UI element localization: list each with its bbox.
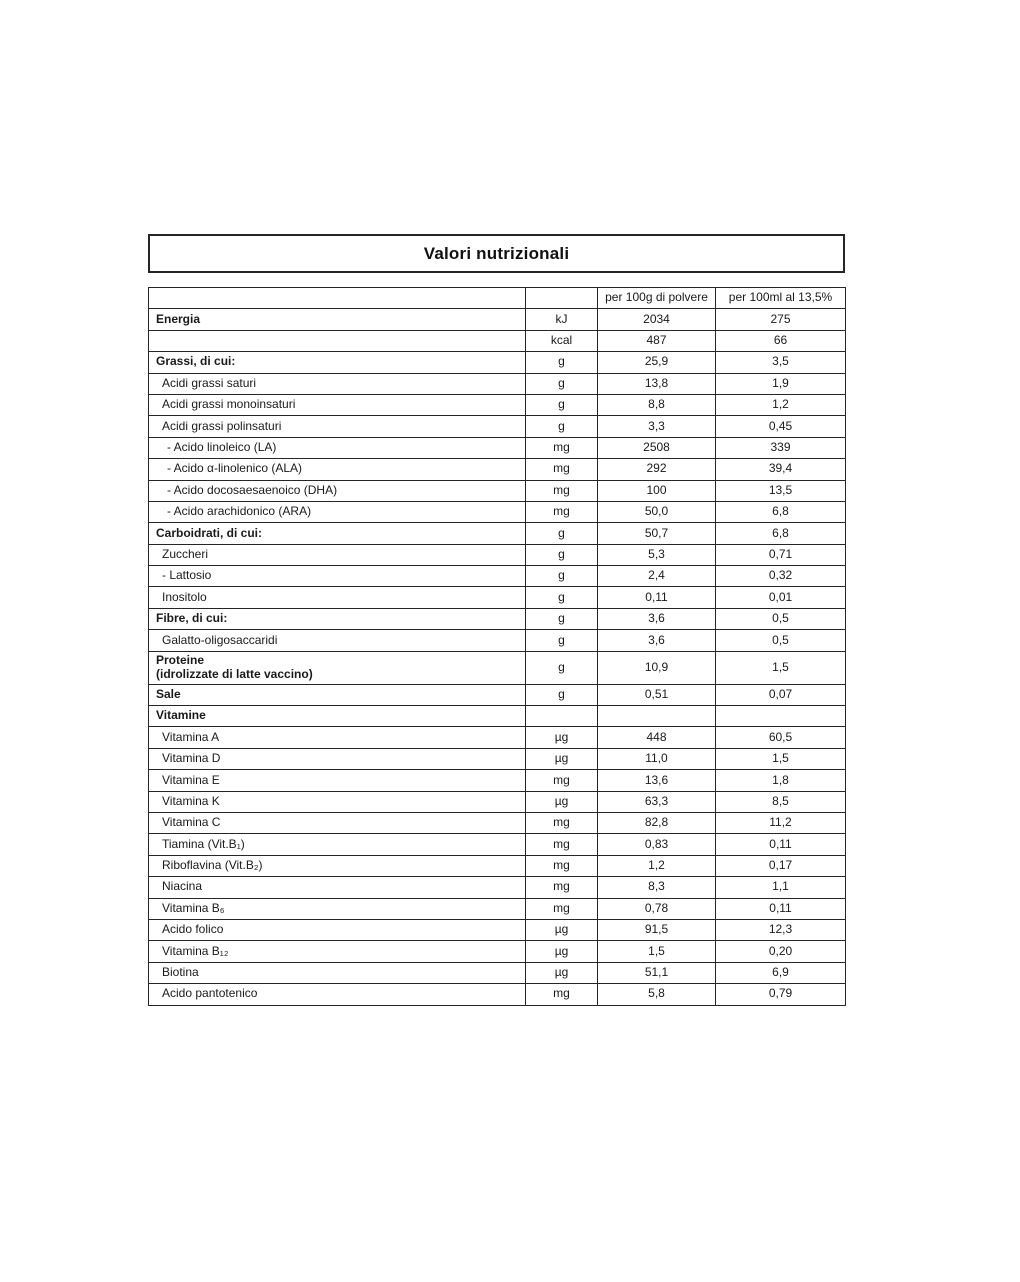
- per-100g-cell: 292: [598, 459, 716, 480]
- header-blank-cell: [149, 288, 526, 309]
- nutrient-label: [149, 352, 526, 373]
- nutrient-name: Sale: [156, 686, 181, 701]
- nutrient-name: Tiamina (Vit.B₁): [162, 836, 245, 851]
- per-100g-cell: 0,51: [598, 684, 716, 705]
- per-100ml-cell: 6,9: [716, 962, 846, 983]
- per-100g-cell: 5,3: [598, 544, 716, 565]
- per-100g-cell: 2,4: [598, 566, 716, 587]
- nutrient-label: [149, 587, 526, 608]
- nutrient-name: Vitamina E: [162, 772, 220, 787]
- nutrient-label: [149, 877, 526, 898]
- per-100g-cell: 0,11: [598, 587, 716, 608]
- nutrient-name: - Lattosio: [162, 568, 212, 583]
- nutrient-name: Acido pantotenico: [162, 986, 258, 1001]
- per-100ml-cell: 1,5: [716, 748, 846, 769]
- nutrient-name: Acidi grassi monoinsaturi: [162, 397, 296, 412]
- per-100ml-cell: 1,1: [716, 877, 846, 898]
- per-100g-cell: 11,0: [598, 748, 716, 769]
- table-row: [149, 459, 846, 480]
- per-100ml-cell: 0,17: [716, 855, 846, 876]
- per-100g-cell: 8,3: [598, 877, 716, 898]
- nutrient-name: Carboidrati, di cui:: [156, 525, 263, 540]
- unit-cell: mg: [526, 501, 598, 522]
- table-row: [149, 962, 846, 983]
- table-row: [149, 791, 846, 812]
- unit-cell: g: [526, 684, 598, 705]
- table-row: [149, 566, 846, 587]
- per-100ml-cell: 0,79: [716, 984, 846, 1005]
- nutrient-label: [149, 941, 526, 962]
- table-row: [149, 544, 846, 565]
- table-title-box: [148, 234, 845, 273]
- table-row: [149, 309, 846, 330]
- nutrient-label: [149, 544, 526, 565]
- unit-cell: mg: [526, 437, 598, 458]
- nutrient-name: Inositolo: [162, 589, 207, 604]
- nutrient-label: [149, 791, 526, 812]
- per-100g-cell: 50,7: [598, 523, 716, 544]
- nutrient-name: - Acido linoleico (LA): [167, 440, 277, 455]
- nutrient-name: Acido folico: [162, 922, 224, 937]
- per-100g-cell: 63,3: [598, 791, 716, 812]
- per-100g-cell: 3,3: [598, 416, 716, 437]
- table-row: [149, 919, 846, 940]
- table-row: [149, 855, 846, 876]
- per-100ml-cell: 39,4: [716, 459, 846, 480]
- nutrient-label: [149, 459, 526, 480]
- unit-cell: g: [526, 566, 598, 587]
- unit-cell: kJ: [526, 309, 598, 330]
- table-row: [149, 984, 846, 1005]
- table-row: [149, 812, 846, 833]
- unit-cell: µg: [526, 791, 598, 812]
- per-100g-cell: 487: [598, 330, 716, 351]
- per-100g-cell: 10,9: [598, 651, 716, 684]
- nutrient-label: [149, 962, 526, 983]
- nutrient-name: Niacina: [162, 879, 203, 894]
- per-100ml-cell: 6,8: [716, 501, 846, 522]
- unit-cell: mg: [526, 480, 598, 501]
- nutrient-label: [149, 834, 526, 855]
- unit-cell: mg: [526, 770, 598, 791]
- unit-cell: g: [526, 651, 598, 684]
- nutrient-label: [149, 898, 526, 919]
- unit-cell: µg: [526, 919, 598, 940]
- per-100g-cell: 91,5: [598, 919, 716, 940]
- per-100ml-cell: 0,32: [716, 566, 846, 587]
- unit-cell: kcal: [526, 330, 598, 351]
- unit-cell: g: [526, 352, 598, 373]
- table-row: [149, 501, 846, 522]
- per-100ml-cell: 11,2: [716, 812, 846, 833]
- table-row: [149, 706, 846, 727]
- nutrient-label: [149, 706, 526, 727]
- unit-cell: g: [526, 608, 598, 629]
- unit-cell: g: [526, 587, 598, 608]
- nutrient-label: [149, 373, 526, 394]
- table-row: [149, 352, 846, 373]
- table-row: [149, 394, 846, 415]
- nutrient-name: Vitamina K: [162, 793, 220, 808]
- per-100ml-cell: 1,8: [716, 770, 846, 791]
- table-row: [149, 727, 846, 748]
- per-100ml-cell: 0,01: [716, 587, 846, 608]
- unit-cell: g: [526, 544, 598, 565]
- table-row: [149, 608, 846, 629]
- per-100ml-cell: 1,9: [716, 373, 846, 394]
- per-100g-cell: 2034: [598, 309, 716, 330]
- unit-cell: g: [526, 394, 598, 415]
- nutrient-name: Vitamine: [156, 708, 206, 723]
- per-100g-cell: 0,83: [598, 834, 716, 855]
- per-100g-cell: 82,8: [598, 812, 716, 833]
- nutrient-label: [149, 748, 526, 769]
- per-100ml-cell: 8,5: [716, 791, 846, 812]
- per-100ml-cell: 0,71: [716, 544, 846, 565]
- nutrient-label: [149, 812, 526, 833]
- nutrient-label: [149, 984, 526, 1005]
- nutrient-label: [149, 855, 526, 876]
- unit-cell: mg: [526, 812, 598, 833]
- nutrient-label: [149, 523, 526, 544]
- nutrient-label: [149, 684, 526, 705]
- nutrient-name: Acidi grassi polinsaturi: [162, 418, 282, 433]
- header-row: [149, 288, 846, 309]
- nutrient-label: [149, 630, 526, 651]
- per-100ml-cell: 0,11: [716, 834, 846, 855]
- table-row: [149, 373, 846, 394]
- nutrient-name: Galatto-oligosaccaridi: [162, 632, 278, 647]
- nutrient-label: [149, 309, 526, 330]
- nutrient-label: [149, 919, 526, 940]
- nutrient-name: Grassi, di cui:: [156, 354, 236, 369]
- table-row: [149, 684, 846, 705]
- table-row: [149, 898, 846, 919]
- per-100ml-cell: 12,3: [716, 919, 846, 940]
- nutrition-table: [148, 287, 846, 1006]
- table-row: [149, 748, 846, 769]
- per-100ml-cell: 0,5: [716, 608, 846, 629]
- nutrient-label: [149, 480, 526, 501]
- unit-cell: mg: [526, 855, 598, 876]
- per-100g-cell: 25,9: [598, 352, 716, 373]
- nutrient-name: Vitamina A: [162, 729, 220, 744]
- nutrient-name: Vitamina B₁₂: [162, 943, 229, 958]
- per-100ml-cell: 0,20: [716, 941, 846, 962]
- nutrient-name: - Acido docosaesaenoico (DHA): [167, 482, 338, 497]
- per-100g-cell: 1,5: [598, 941, 716, 962]
- unit-cell: µg: [526, 748, 598, 769]
- table-row: [149, 437, 846, 458]
- per-100g-cell: 8,8: [598, 394, 716, 415]
- per-100g-cell: 2508: [598, 437, 716, 458]
- unit-cell: mg: [526, 459, 598, 480]
- nutrient-name: Vitamina B₆: [162, 900, 225, 915]
- per-100ml-cell: 339: [716, 437, 846, 458]
- table-row: [149, 770, 846, 791]
- per-100ml-cell: 275: [716, 309, 846, 330]
- per-100ml-cell: 0,07: [716, 684, 846, 705]
- nutrient-name: Energia: [156, 311, 201, 326]
- per-100g-cell: 50,0: [598, 501, 716, 522]
- nutrient-label: [149, 437, 526, 458]
- per-100g-cell: 5,8: [598, 984, 716, 1005]
- per-100g-cell: 13,6: [598, 770, 716, 791]
- per-100ml-cell: 13,5: [716, 480, 846, 501]
- per-100g-cell: 3,6: [598, 608, 716, 629]
- table-row: [149, 587, 846, 608]
- nutrient-label: [149, 566, 526, 587]
- nutrient-name: Fibre, di cui:: [156, 611, 228, 626]
- per-100g-cell: [598, 706, 716, 727]
- table-row: [149, 630, 846, 651]
- table-row: [149, 330, 846, 351]
- table-row: [149, 416, 846, 437]
- per-100g-cell: 13,8: [598, 373, 716, 394]
- nutrient-name: Zuccheri: [162, 546, 209, 561]
- per-100g-cell: 1,2: [598, 855, 716, 876]
- nutrient-label: [149, 416, 526, 437]
- nutrient-name: - Acido arachidonico (ARA): [167, 504, 312, 519]
- table-row: [149, 480, 846, 501]
- per-100ml-cell: 60,5: [716, 727, 846, 748]
- unit-cell: g: [526, 523, 598, 544]
- per-100g-cell: 0,78: [598, 898, 716, 919]
- table-row: [149, 941, 846, 962]
- nutrient-name: Riboflavina (Vit.B₂): [162, 858, 263, 873]
- per-100g-cell: 3,6: [598, 630, 716, 651]
- nutrient-label: [149, 394, 526, 415]
- per-100ml-cell: 1,2: [716, 394, 846, 415]
- unit-cell: g: [526, 416, 598, 437]
- table-row: [149, 877, 846, 898]
- nutrient-name: Acidi grassi saturi: [162, 375, 257, 390]
- nutrient-name: - Acido α-linolenico (ALA): [167, 461, 302, 476]
- unit-cell: mg: [526, 898, 598, 919]
- unit-cell: mg: [526, 834, 598, 855]
- unit-cell: mg: [526, 984, 598, 1005]
- per-100ml-cell: 66: [716, 330, 846, 351]
- header-per-100g: per 100g di polvere: [598, 288, 716, 309]
- unit-cell: g: [526, 373, 598, 394]
- per-100ml-cell: 3,5: [716, 352, 846, 373]
- nutrient-label: [149, 727, 526, 748]
- unit-cell: g: [526, 630, 598, 651]
- nutrient-label: [149, 608, 526, 629]
- nutrient-label: [149, 501, 526, 522]
- header-per-100ml: per 100ml al 13,5%: [716, 288, 846, 309]
- unit-cell: [526, 706, 598, 727]
- per-100ml-cell: 1,5: [716, 651, 846, 684]
- nutrient-label: [149, 330, 526, 351]
- per-100ml-cell: 6,8: [716, 523, 846, 544]
- header-unit-cell: [526, 288, 598, 309]
- per-100ml-cell: [716, 706, 846, 727]
- nutrient-name: Vitamina D: [162, 751, 221, 766]
- page-title: Valori nutrizionali: [423, 243, 570, 263]
- per-100g-cell: 448: [598, 727, 716, 748]
- nutrient-name: Proteine: [156, 652, 205, 667]
- table-row: [149, 834, 846, 855]
- nutrition-table-body: [149, 288, 846, 1006]
- per-100g-cell: 51,1: [598, 962, 716, 983]
- per-100ml-cell: 0,11: [716, 898, 846, 919]
- nutrient-name-line2: (idrolizzate di latte vaccino): [156, 666, 313, 681]
- nutrient-name: Biotina: [162, 965, 199, 980]
- unit-cell: mg: [526, 877, 598, 898]
- unit-cell: µg: [526, 941, 598, 962]
- unit-cell: µg: [526, 962, 598, 983]
- table-row: [149, 651, 846, 684]
- table-row: [149, 523, 846, 544]
- per-100ml-cell: 0,5: [716, 630, 846, 651]
- nutrient-name: Vitamina C: [162, 815, 221, 830]
- nutrient-label: [149, 651, 526, 684]
- unit-cell: µg: [526, 727, 598, 748]
- nutrient-label: [149, 770, 526, 791]
- per-100ml-cell: 0,45: [716, 416, 846, 437]
- per-100g-cell: 100: [598, 480, 716, 501]
